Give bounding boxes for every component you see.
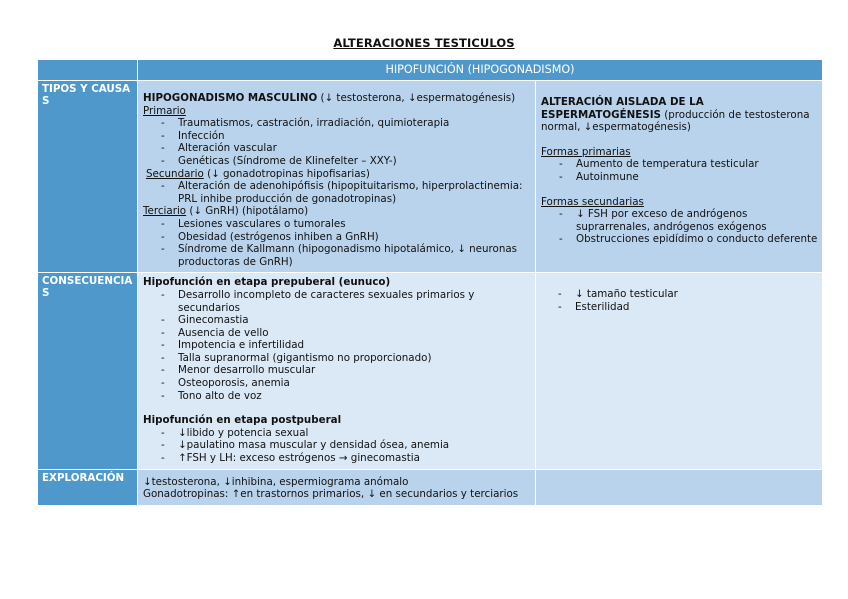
formas-primarias-list: [541, 158, 818, 183]
row-consecuencias: [38, 273, 823, 469]
terciario-rest: (↓ GnRH) (hipotálamo): [186, 205, 309, 218]
hipogonadismo-heading: [143, 92, 531, 105]
formas-secundarias-label: Formas secundarias: [541, 195, 644, 208]
tipos-right-cell: [536, 81, 823, 273]
secundario-list: [143, 180, 531, 205]
list-item: - Alteración de adenohipófisis (hipopituitarismo, hiperprolactinemia: PRL inhibe producción de gonadotropinas): [161, 180, 531, 205]
exploracion-left-cell: [138, 469, 536, 505]
row-label-exploracion: EXPLORACIÓN: [38, 469, 138, 505]
header-row: [38, 60, 823, 81]
list-item: - Infección: [161, 130, 531, 143]
formas-primarias-label: Formas primarias: [541, 145, 631, 158]
formas-secundarias-list: [541, 208, 818, 246]
secundario-rest: (↓ gonadotropinas hipofisarias): [203, 167, 370, 180]
prepuberal-heading: Hipofunción en etapa prepuberal (eunuco): [143, 276, 391, 289]
row-tipos-causas: [38, 81, 823, 273]
list-item: - ↓paulatino masa muscular y densidad ósea, anemia: [161, 439, 531, 452]
list-item: - ↓ tamaño testicular: [558, 288, 818, 301]
list-item: - Obesidad (estrógenos inhiben a GnRH): [161, 231, 531, 244]
list-item: - Alteración vascular: [161, 142, 531, 155]
list-item: - Aumento de temperatura testicular: [559, 158, 818, 171]
list-item: - Obstrucciones epidídimo o conducto deferente: [559, 233, 818, 246]
list-item: - Tono alto de voz: [161, 390, 531, 403]
list-item: - Autoinmune: [559, 171, 818, 184]
alteracion-aislada-heading: [541, 96, 818, 134]
list-item: - Impotencia e infertilidad: [161, 339, 531, 352]
row-label-consecuencias: CONSECUENCIAS: [38, 273, 138, 469]
consecuencias-right-list: [541, 288, 818, 313]
list-item: - Genéticas (Síndrome de Klinefelter – XXY-): [161, 155, 531, 168]
list-item: - ↓libido y potencia sexual: [161, 427, 531, 440]
consecuencias-left-cell: [138, 273, 536, 469]
secundario-heading: [143, 168, 531, 181]
alteracion-aislada-rest: (producción de testosterona normal, ↓espermatogénesis): [541, 108, 810, 134]
list-item: - Esterilidad: [558, 301, 818, 314]
spacer: [541, 184, 818, 196]
exploracion-right-cell: [536, 469, 823, 505]
list-item: - Lesiones vasculares o tumorales: [161, 218, 531, 231]
primario-label: Primario: [143, 104, 186, 117]
list-item: - Talla supranormal (gigantismo no proporcionado): [161, 352, 531, 365]
tipos-left-cell: [138, 81, 536, 273]
list-item: - Ausencia de vello: [161, 327, 531, 340]
secundario-label: Secundario: [146, 167, 204, 180]
terciario-label: Terciario: [143, 205, 187, 218]
consecuencias-right-cell: [536, 273, 823, 469]
exploracion-line-2: Gonadotropinas: ↑en trastornos primarios, ↓ en secundarios y terciarios: [143, 488, 519, 501]
terciario-heading: [143, 205, 531, 218]
exploracion-line-1: ↓testosterona, ↓inhibina, espermiograma anómalo: [143, 475, 409, 488]
list-item: - Traumatismos, castración, irradiación, quimioterapia: [161, 117, 531, 130]
primario-list: [143, 117, 531, 167]
list-item: - Menor desarrollo muscular: [161, 364, 531, 377]
spacer: [541, 134, 818, 146]
prepuberal-list: [143, 289, 531, 402]
row-label-tipos: TIPOS Y CAUSAS: [38, 81, 138, 273]
alteracion-aislada-bold: ALTERACIÓN AISLADA DE LA ESPERMATOGÉNESIS: [541, 96, 704, 121]
list-item: - Desarrollo incompleto de caracteres sexuales primarios y secundarios: [161, 289, 531, 314]
hipogonadismo-heading-rest: (↓ testosterona, ↓espermatogénesis): [317, 92, 516, 104]
document-title: ALTERACIONES TESTICULOS: [333, 36, 515, 50]
list-item: - ↓ FSH por exceso de andrógenos suprarrenales, andrógenos exógenos: [559, 208, 818, 233]
alteraciones-table: [37, 59, 823, 506]
hipogonadismo-heading-bold: HIPOGONADISMO MASCULINO: [143, 92, 318, 104]
list-item: - ↑FSH y LH: exceso estrógenos → ginecomastia: [161, 452, 531, 465]
header-empty-cell: [38, 60, 138, 81]
list-item: - Osteoporosis, anemia: [161, 377, 531, 390]
postpuberal-heading: Hipofunción en etapa postpuberal: [143, 414, 342, 427]
column-header-hipofuncion: HIPOFUNCIÓN (HIPOGONADISMO): [138, 60, 823, 81]
spacer: [143, 402, 531, 414]
terciario-list: [143, 218, 531, 268]
list-item: - Síndrome de Kallmann (hipogonadismo hipotalámico, ↓ neuronas productoras de GnRH): [161, 243, 531, 268]
postpuberal-list: [143, 427, 531, 465]
row-exploracion: [38, 469, 823, 505]
list-item: - Ginecomastia: [161, 314, 531, 327]
